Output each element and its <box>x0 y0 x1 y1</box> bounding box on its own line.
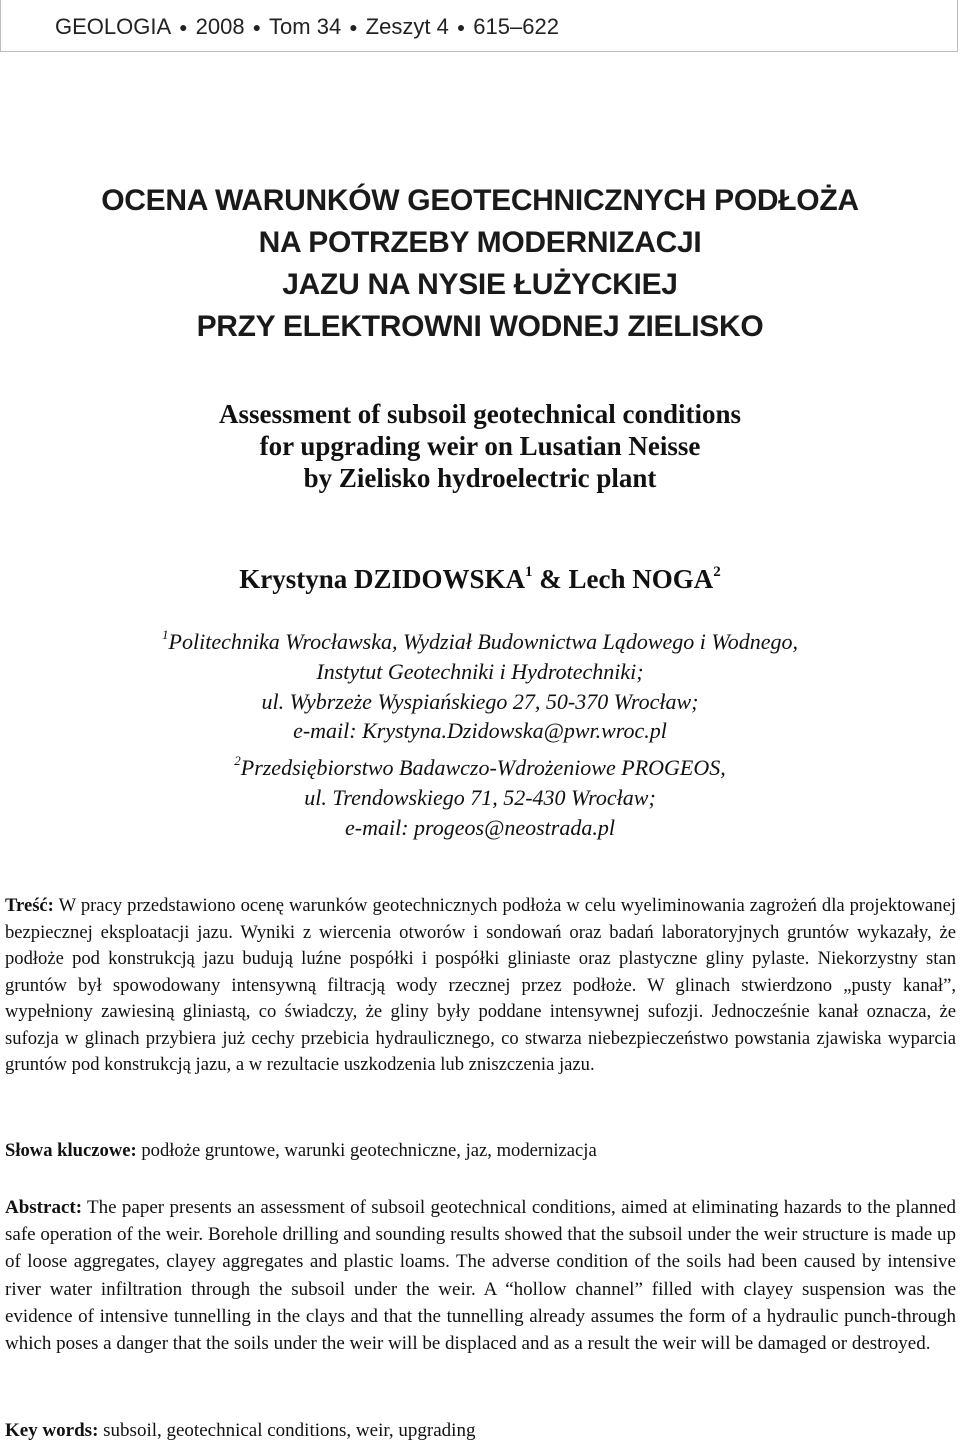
affiliation-line: $^1$Politechnika Wrocławska, Wydział Budownictwa Lądowego i Wodnego, <box>162 627 798 654</box>
keywords-polish-label: Słowa kluczowe: <box>5 1140 137 1161</box>
journal-year: 2008 <box>195 14 245 39</box>
affiliation-mark: 1 <box>525 564 533 580</box>
title-english-line: for upgrading weir on Lusatian Neisse <box>259 431 701 461</box>
abstract-text: The paper presents an assessment of subsoil geotechnical conditions, aimed at eliminating hazards to the planned safe operation of the weir. Borehole drilling and sounding results showed that the subsoil under the weir structure is made up of loose aggregates, clayey aggregates and plastic loams. The adverse condition of the soils had been caused by intensive river water infiltration through the subsoil under the weir. A “hollow channel” filled with clayey suspension was the evidence of intensive tunnelling in the clays and that the tunnelling already assumes the form of a hydraulic punch-through which poses a danger that the soils under the weir will be displaced and as a result the weir will be damaged or destroyed. <box>5 1197 956 1355</box>
summary-polish-label: Treść: <box>5 895 54 916</box>
affiliation-mark: 1 <box>162 627 169 642</box>
abstract-label: Abstract: <box>5 1197 83 1218</box>
author-name: Lech NOGA <box>568 564 714 594</box>
affiliation-line: $^2$Przedsiębiorstwo Badawczo-Wdrożeniowe PROGEOS, <box>234 753 726 781</box>
bullet-icon: ● <box>179 19 188 35</box>
affiliation-mark: 2 <box>713 564 721 580</box>
bullet-icon: ● <box>349 19 358 35</box>
title-english <box>0 398 960 494</box>
affiliation-line: Instytut Geotechniki i Hydrotechniki; <box>316 658 644 684</box>
title-english-line: by Zielisko hydroelectric plant <box>303 463 657 493</box>
journal-pages: 615–622 <box>473 14 559 39</box>
keywords-english-text: subsoil, geotechnical conditions, weir, upgrading <box>103 1420 476 1441</box>
affiliation-line: ul. Wybrzeże Wyspiańskiego 27, 50-370 Wrocław; <box>261 688 699 714</box>
bullet-icon: ● <box>456 19 466 35</box>
abstract <box>5 1194 956 1357</box>
author-separator: & <box>539 564 562 594</box>
journal-issue: Zeszyt 4 <box>365 14 449 39</box>
keywords-english-label: Key words: <box>5 1420 99 1441</box>
bullet-icon: ● <box>252 19 262 35</box>
journal-volume: Tom 34 <box>269 14 342 39</box>
authors <box>0 552 960 599</box>
title-polish-line: PRZY ELEKTROWNI WODNEJ ZIELISKO <box>196 310 764 343</box>
keywords-english <box>5 1418 956 1445</box>
affiliation-email: e-mail: progeos@neostrada.pl <box>345 814 615 840</box>
affiliation-mark: 2 <box>234 753 241 769</box>
keywords-polish <box>5 1138 956 1165</box>
summary-polish-text: W pracy przedstawiono ocenę warunków geotechnicznych podłoża w celu wyeliminowania zagrożeń dla projektowanej bezpiecznej eksploatacji jazu. Wyniki z wiercenia otworów i sondowań oraz badań laboratoryjnych gruntów wykazały, że podłoże pod konstrukcją jazu budują luźne pospółki i pospółki gliniaste oraz plastyczne gliny pylaste. Niekorzystny stan gruntów był spowodowany intensywną filtracją wody rzecznej przez podłoże. W glinach stwierdzono „pusty kanał”, wypełniony zawiesiną gliniastą, co świadczy, że gliny były poddane intensywnej sufozji. Jednocześnie kanał oznacza, że sufozja w glinach przybiera już cechy przebicia hydraulicznego, co stwarza niebezpieczeństwo powstania zjawiska wyparcia gruntów pod konstrukcją jazu, a w rezultacie uszkodzenia lub zniszczenia jazu. <box>5 895 957 1075</box>
title-polish-line: JAZU NA NYSIE ŁUŻYCKIEJ <box>282 268 678 301</box>
title-polish-line: OCENA WARUNKÓW GEOTECHNICZNYCH PODŁOŻA <box>101 184 859 217</box>
title-polish-line: NA POTRZEBY MODERNIZACJI <box>258 226 702 259</box>
affiliation-email: e-mail: Krystyna.Dzidowska@pwr.wroc.pl <box>293 718 667 744</box>
author-name: Krystyna DZIDOWSKA <box>239 564 526 594</box>
title-polish <box>0 180 960 348</box>
keywords-polish-text: podłoże gruntowe, warunki geotechniczne, jaz, modernizacja <box>141 1140 597 1161</box>
affiliations <box>0 620 960 843</box>
journal-name: GEOLOGIA <box>55 14 172 39</box>
summary-polish <box>5 893 956 1079</box>
title-english-line: Assessment of subsoil geotechnical conditions <box>218 399 742 429</box>
affiliation-line: ul. Trendowskiego 71, 52-430 Wrocław; <box>304 784 656 810</box>
journal-header <box>0 0 958 52</box>
